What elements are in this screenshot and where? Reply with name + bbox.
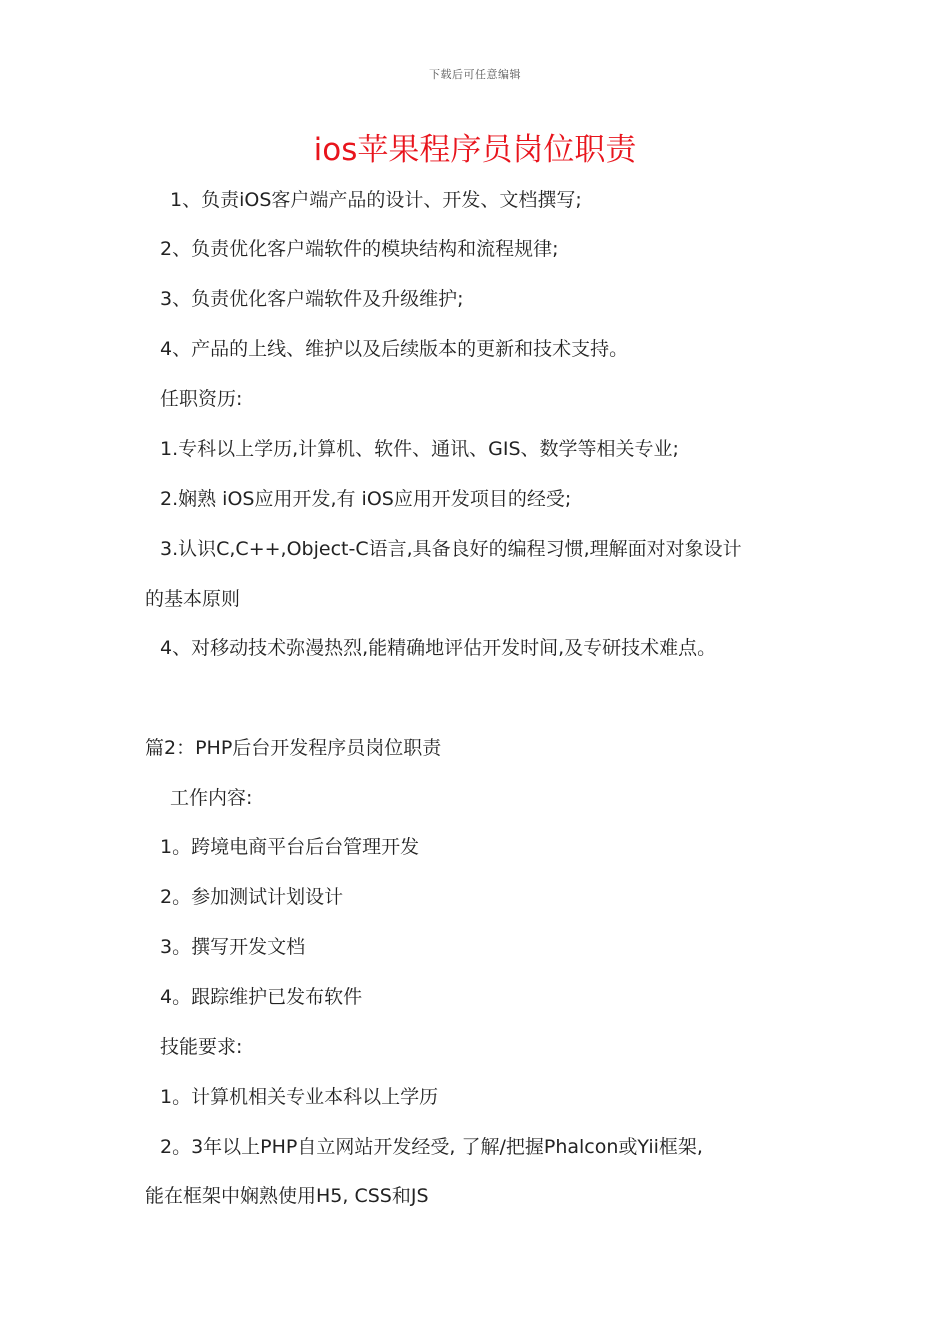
paragraph-line: 3.认识C,C++,Object-C语言,具备良好的编程习惯,理解面对对象设计 [160, 538, 742, 560]
paragraph-line: 3。撰写开发文档 [160, 936, 306, 958]
document-title: ios苹果程序员岗位职责 [313, 132, 637, 168]
paragraph-line: 3、负责优化客户端软件及升级维护; [160, 288, 464, 310]
paragraph-line: 2。参加测试计划设计 [160, 886, 344, 908]
section-title: 篇2：PHP后台开发程序员岗位职责 [145, 737, 442, 759]
paragraph-line: 2、负责优化客户端软件的模块结构和流程规律; [160, 238, 559, 260]
paragraph-line: 1、负责iOS客户端产品的设计、开发、文档撰写; [170, 189, 582, 211]
header-note: 下载后可任意编辑 [429, 68, 521, 81]
paragraph-line: 能在框架中娴熟使用H5, CSS和JS [145, 1185, 429, 1207]
paragraph-line: 1。计算机相关专业本科以上学历 [160, 1086, 439, 1108]
section-heading: 工作内容: [170, 787, 253, 809]
paragraph-line: 4、产品的上线、维护以及后续版本的更新和技术支持。 [160, 338, 629, 360]
paragraph-line: 2。3年以上PHP自立网站开发经受, 了解/把握Phalcon或Yii框架, [160, 1136, 703, 1158]
paragraph-line: 的基本原则 [145, 588, 241, 610]
paragraph-line: 2.娴熟 iOS应用开发,有 iOS应用开发项目的经受; [160, 488, 572, 510]
paragraph-line: 1。跨境电商平台后台管理开发 [160, 836, 420, 858]
paragraph-line: 1.专科以上学历,计算机、软件、通讯、GIS、数学等相关专业; [160, 438, 679, 460]
paragraph-line: 4、对移动技术弥漫热烈,能精确地评估开发时间,及专研技术难点。 [160, 637, 717, 659]
paragraph-line: 4。跟踪维护已发布软件 [160, 986, 363, 1008]
section-heading: 任职资历: [160, 388, 243, 410]
section-heading: 技能要求: [160, 1036, 243, 1058]
